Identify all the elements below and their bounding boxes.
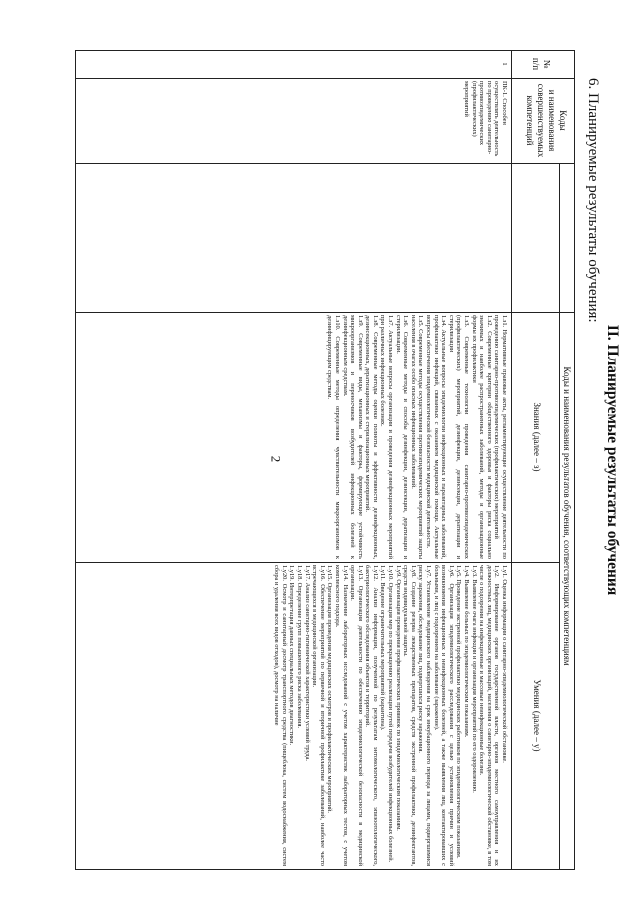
header-knowledge: Знания (далее – з)	[532, 402, 542, 472]
skill-item	[417, 565, 432, 866]
header-number: № п/п	[531, 57, 552, 71]
skill-item	[402, 565, 417, 866]
skill-item-text: Анализ информации, полученной по результатам энтомологического, эпизоотологического, бактериологического обследования объектов и территорий.	[364, 565, 379, 866]
skill-item-code: 1.у10.	[387, 565, 395, 581]
skill-item	[432, 565, 455, 866]
skill-item-text: Определение групп повышенного риска заболевания.	[295, 580, 303, 729]
skills-list	[273, 565, 508, 866]
knowledge-item-code: 1.з10.	[333, 315, 341, 331]
knowledge-item-code: 1.з2.	[485, 315, 493, 328]
knowledge-item-code: 1.з5.	[417, 315, 425, 328]
page-number: 2	[268, 455, 284, 463]
skill-item	[387, 565, 395, 866]
knowledge-item-text: Современные критерии общественного здоровья и факторы риска социально значимых и наиболее распространенных заболеваний, методы и организационные формы их профилактики	[470, 315, 493, 559]
skill-item-text: Интерпретация данных специальных методов диагностики.	[288, 580, 296, 746]
section-heading: II. Планируемые результаты обучения	[604, 324, 621, 596]
skill-item-code: 1.у12.	[371, 565, 379, 581]
skill-item-code: 1.у15.	[326, 565, 334, 581]
rotated-sheet	[72, 50, 627, 870]
knowledge-item	[364, 315, 379, 559]
row-number: 1	[501, 62, 508, 66]
skill-item-text: Оценка информации о санитарно-эпидемиологической обстановке.	[501, 577, 508, 763]
skill-item-code: 1.у2.	[493, 565, 501, 578]
header-skills: Умения (далее – у)	[532, 679, 542, 752]
header-outcomes-group: Коды и наименования результатов обучения, соответствующих компетенциям	[562, 366, 572, 666]
skill-item-code: 1.у14.	[341, 565, 349, 581]
knowledge-item-code: 1.з7.	[387, 315, 395, 328]
skill-item-text: Обеспечение мероприятий по первичной и вторичной профилактике заболеваний, наиболее часто встречающихся в медицинской организации.	[311, 565, 326, 866]
skill-item-code: 1.у19.	[288, 565, 296, 581]
skill-item	[326, 565, 334, 866]
knowledge-item	[409, 315, 424, 559]
knowledge-cell	[76, 315, 508, 559]
skill-item	[349, 565, 364, 866]
skill-item-text: Проведение экстренной профилактики медицинских работников по эпидемиологическим показаниям.	[455, 577, 463, 859]
knowledge-item-text: Современные технологии проведения санитарно-противоэпидемических (профилактических) мероприятий, дезинфекции, дезинсекции, дератизации и стерилизации	[447, 315, 471, 559]
skill-item-code: 1.у17.	[303, 565, 311, 581]
skill-item-code: 1.у9.	[394, 565, 402, 578]
skill-item	[462, 565, 470, 866]
skills-cell	[76, 565, 508, 866]
skill-item-code: 1.у5.	[455, 565, 463, 578]
skill-item	[303, 565, 311, 866]
knowledge-item-text: Современные методы определения чувствительности микроорганизмов к дезинфицирующим средствам.	[326, 315, 341, 559]
skill-item-text: Выявление очага инфекции и организация мероприятий по его оздоровлению.	[470, 577, 478, 793]
skill-item-code: 1.у7.	[425, 565, 433, 578]
skill-item-text: Информирование органов государственной власти, органов местного самоуправления и их должностных лиц, медицинских организаций, населения о санитарно-эпидемиологической обстановке, в том числе о подозрении на инфекционные и массовые неинфекционные болезни.	[478, 565, 501, 866]
skill-item	[311, 565, 326, 866]
knowledge-item-code: 1.з6.	[402, 315, 410, 328]
skill-item	[333, 565, 348, 866]
skill-item-text: Создание резерва лекарственных препаратов, средств экстренной профилактики, дезинфектантов, средств индивидуальной защиты.	[402, 565, 417, 866]
knowledge-item-code: 1.з3.	[463, 315, 471, 328]
knowledge-item-text: Актуальные вопросы организации и проведения дезинфекционных мероприятий при различных инфекционных болезнях.	[379, 315, 395, 559]
knowledge-item-code: 1.з8.	[371, 315, 379, 328]
skill-item	[379, 565, 387, 866]
skill-item	[288, 565, 296, 866]
knowledge-item	[470, 315, 493, 559]
knowledge-item-code: 1.з4.	[440, 315, 448, 328]
skill-item-text: Анализ санитарно-гигиенической характеристики условий труда.	[303, 580, 311, 762]
skill-item	[295, 565, 303, 866]
knowledge-item	[341, 315, 364, 559]
skill-item-text: Организация проведения медицинских осмотров и профилактических мероприятий.	[326, 580, 334, 814]
skill-item-code: 1.у4.	[463, 565, 471, 578]
knowledge-item	[394, 315, 409, 559]
skill-item-text: Осмотр и санитарный досмотр транспортного средства (пищеблока, систем водоснабжения, систем сбора и удаления всех видов отходов), досмотр на наличие	[273, 565, 288, 866]
knowledge-item-code: 1.з1.	[501, 315, 508, 328]
skill-item-code: 1.у1.	[501, 565, 508, 578]
skill-item-text: Организация мер по прекращению реализации путей передачи возбудителей инфекционных болезней.	[387, 580, 395, 863]
competency-cell: ПК-1. Способен осуществлять деятельность по проведению санитарно-противоэпидемических (профилактических) мероприятий	[463, 81, 508, 157]
skill-item-text: Установление медицинского наблюдения на срок инкубационного периода за лицами, подвергшимися риску заражения, обследование лиц, подвергшихся риску заражения.	[417, 565, 433, 866]
skill-item-code: 1.у16.	[318, 565, 326, 581]
skill-item-code: 1.у13.	[356, 565, 364, 581]
skill-item	[364, 565, 379, 866]
skill-item	[478, 565, 501, 866]
skill-item-text: Организация деятельности по обеспечению эпидемиологической безопасности в медицинской организации.	[349, 565, 364, 866]
knowledge-item-text: Современные методы осуществления противоэпидемических мероприятий защиты населения в очагах особо опасных инфекционных заболеваний.	[409, 315, 425, 559]
skill-item	[273, 565, 288, 866]
knowledge-item	[379, 315, 394, 559]
header-competency: Коды и наименования совершенствуемых компетенций	[525, 83, 568, 158]
subsection-heading: 6. Планируемые результаты обучения:	[585, 78, 601, 323]
knowledge-item	[447, 315, 470, 559]
skill-item-code: 1.у18.	[295, 565, 303, 581]
skill-item-text: Назначение лабораторных исследований с учетом характеристик лабораторных тестов, с учетом комплексного подхода.	[333, 565, 349, 866]
knowledge-item-text: Современные виды, механизмы и факторы, формирующие устойчивость микроорганизмов и переносчиков возбудителей инфекционных болезней к дезинфекционным средствам.	[341, 315, 364, 559]
skill-item-code: 1.у20.	[280, 565, 288, 581]
knowledge-item-text: Современные методы и способы дезинфекции, дезинсекции, дератизации и стерилизации.	[394, 315, 410, 559]
skill-item	[500, 565, 508, 866]
knowledge-item	[493, 315, 508, 559]
knowledge-item-code: 1.з9.	[356, 315, 364, 328]
knowledge-item-text: Актуальные вопросы эпидемиологии инфекционных и паразитарных заболеваний, профилактики инфекций, связанных с оказанием медицинской помощи. Актуальные вопросы обеспечения эпидемиологической безопасности медицинской деятельности.	[425, 315, 448, 559]
outcomes-table	[75, 50, 575, 870]
skill-item	[470, 565, 478, 866]
skill-item-text: Организация проведения профилактических прививок по эпидемиологическим показаниям.	[394, 577, 402, 831]
knowledge-item	[424, 315, 447, 559]
skill-item	[394, 565, 402, 866]
skill-item-text: Выявление больных по эпидемиологическим показаниям.	[463, 577, 471, 738]
skill-item	[455, 565, 463, 866]
skill-item-code: 1.у3.	[470, 565, 478, 578]
knowledge-item-text: Современные методы оценки полноты и эффективности дезинфекционных, дезинсекционных, дератизационных и стерилизационных мероприятий.	[364, 315, 379, 559]
skill-item-text: Организация эпидемиологического расследования с целью установления причин и условий возникновения инфекционных и неинфекционных болезней, а также выявления лиц, контактировавших с больными, и лиц с подозрением на заболевание (заражение).	[432, 565, 455, 866]
knowledge-item	[326, 315, 341, 559]
skill-item-code: 1.у11.	[379, 565, 387, 581]
knowledge-item-text: Нормативные правовые акты, регламентирующие осуществление деятельности по проведению санитарно-противоэпидемических (профилактических) мероприятий	[493, 315, 508, 559]
skill-item-text: Введение ограничительных мероприятий (карантина).	[379, 580, 387, 731]
skill-item-code: 1.у8.	[409, 565, 417, 578]
knowledge-list	[326, 315, 508, 559]
skill-item-code: 1.у6.	[447, 565, 455, 578]
